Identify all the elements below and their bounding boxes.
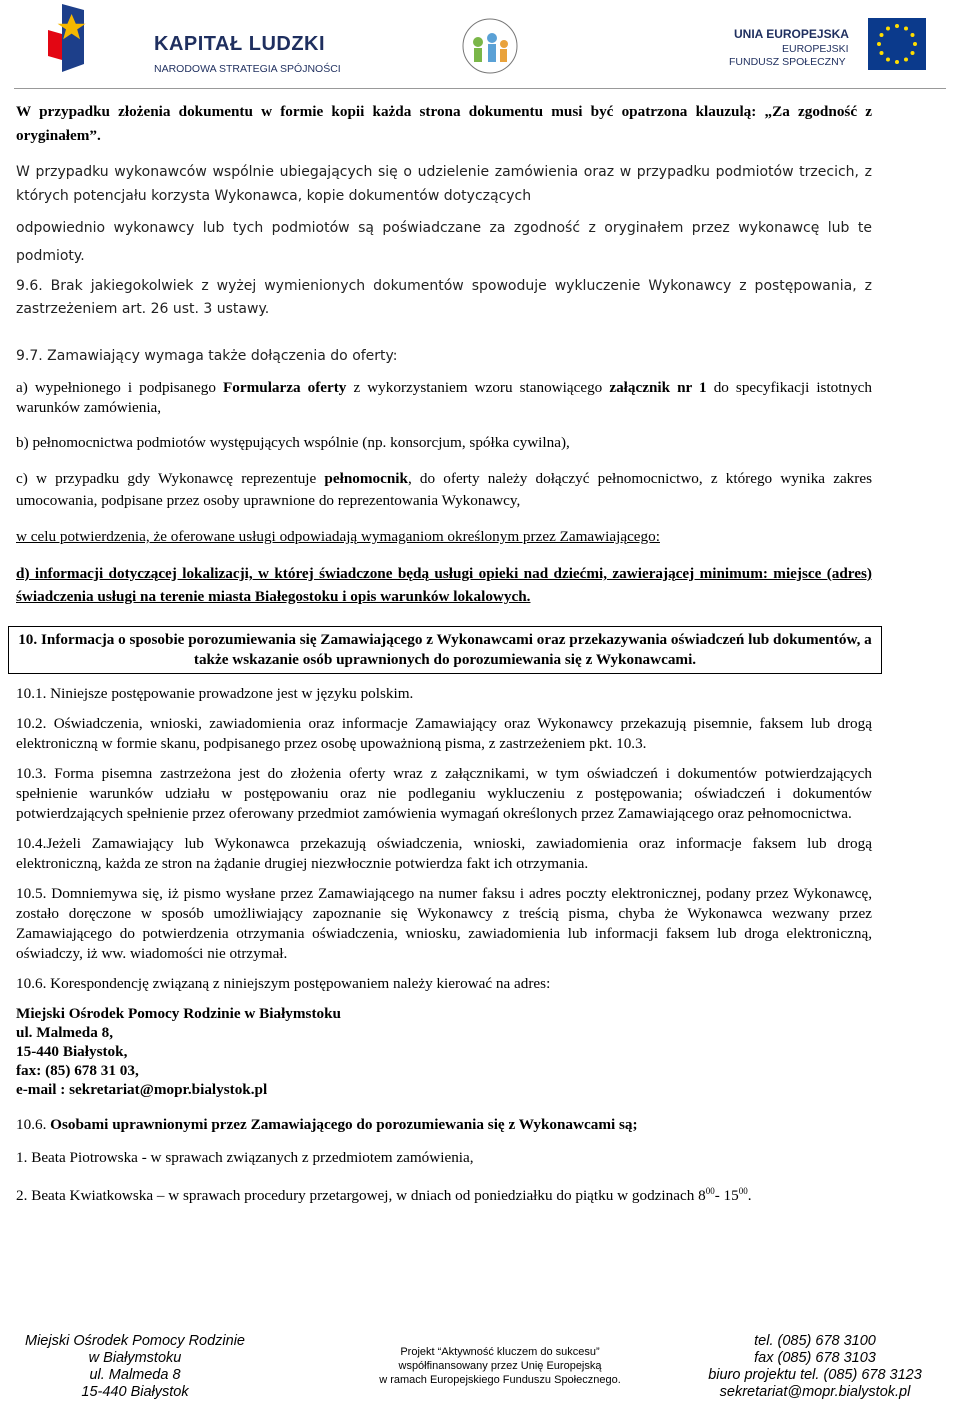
person-2-sup-2: 00 <box>738 1186 748 1196</box>
paragraph-a-post: do specyfikacji istotnych warunków zamówienia, <box>16 379 873 416</box>
footer-project-phone: biuro projektu tel. (085) 678 3123 <box>708 1367 922 1383</box>
paragraph-w-celu: w celu potwierdzenia, że oferowane usługi odpowiadają wymaganiom określonym przez Zamawiającego: <box>16 528 660 545</box>
footer-email: sekretariat@mopr.bialystok.pl <box>719 1384 911 1400</box>
footer-project <box>360 1345 640 1387</box>
paragraph-a <box>16 378 872 418</box>
paragraph-c-pre: c) w przypadku gdy Wykonawcę reprezentuje <box>16 470 325 487</box>
mops-logo <box>440 14 540 74</box>
address-street: ul. Malmeda 8, <box>16 1024 114 1041</box>
paragraph-10-6-adres: 10.6. Korespondencję związaną z niniejszym postępowaniem należy kierować na adres: <box>16 975 551 992</box>
eu-title: UNIA EUROPEJSKA <box>734 27 849 41</box>
paragraph-wykonawcy-wspolnie: W przypadku wykonawców wspólnie ubiegających się o udzielenie zamówienia oraz w przypadku podmiotów trzecich, z których potencjału korzysta Wykonawca, kopie dokumentów dotyczących <box>16 164 872 204</box>
paragraph-10-5: 10.5. Domniemywa się, iż pismo wysłane przez Zamawiającego na numer faksu i adres poczty elektronicznej, podany przez Wykonawcę, zostało doręczone w sposób umożliwiający zapoznanie się Wykonawcy z treścią pisma, chyba że Wykonawca wezwany przez Zamawiającego do potwierdzenia otrzymania oświadczenia, wniosku, zawiadomienia lub informacji faksem lub droga elektroniczną, oświadczy, iż ww. wiadomości nie otrzymał. <box>16 885 872 962</box>
paragraph-a-zalacznik: załącznik nr 1 <box>609 379 707 396</box>
paragraph-9-7: 9.7. Zamawiający wymaga także dołączenia do oferty: <box>16 348 398 364</box>
paragraph-klauzula: W przypadku złożenia dokumentu w formie kopii każda strona dokumentu musi być opatrzona klauzulą: „Za zgodność z oryginałem”. <box>16 103 872 144</box>
paragraph-a-formularz: Formularza oferty <box>222 379 347 396</box>
kapital-ludzki-emblem-icon <box>44 4 104 72</box>
header-divider <box>14 88 946 89</box>
person-2-sup-1: 00 <box>705 1186 715 1196</box>
paragraph-10-4: 10.4.Jeżeli Zamawiający lub Wykonawca przekazują oświadczenia, wnioski, zawiadomienia oraz informacje faksem lub drogą elektroniczną, każda ze stron na żądanie drugiej niezwłocznie potwierdza fakt ich otrzymania. <box>16 835 872 872</box>
paragraph-9-6: 9.6. Brak jakiegokolwiek z wyżej wymienionych dokumentów spowoduje wykluczenie Wykonawcy z postępowania, z zastrzeżeniem art. 26 ust. 3 ustawy. <box>16 278 872 317</box>
paragraph-b: b) pełnomocnictwa podmiotów występujących wspólnie (np. konsorcjum, spółka cywilna), <box>16 434 570 451</box>
footer-org-name: Miejski Ośrodek Pomocy Rodzinie <box>25 1333 245 1349</box>
footer-address <box>20 1333 250 1401</box>
address-email: e-mail : sekretariat@mopr.bialystok.pl <box>16 1081 268 1098</box>
mops-logo-icon <box>440 14 540 74</box>
person-2 <box>16 1181 872 1206</box>
person-2-text: 2. Beata Kwiatkowska – w sprawach procedury przetargowej, w dniach od poniedziałku do piątku w godzinach 8 <box>16 1187 706 1205</box>
paragraph-c-post: , do oferty należy dołączyć pełnomocnictwo, z którego wynika zakres umocowania, podpisane przez osoby uprawnione do reprezentowania Wykonawcy, <box>16 470 872 509</box>
footer-org-postcode: 15-440 Białystok <box>81 1384 189 1400</box>
paragraph-c <box>16 468 872 512</box>
section-10-heading: 10. Informacja o sposobie porozumiewania się Zamawiającego z Wykonawcami oraz przekazywania oświadczeń lub dokumentów, a także wskazanie osób uprawnionych do porozumiewania się z Wykonawcami. <box>8 626 882 674</box>
paragraph-10-1: 10.1. Niniejsze postępowanie prowadzone jest w języku polskim. <box>16 685 414 702</box>
address-block <box>16 1004 872 1099</box>
person-2-mid: - 15 <box>714 1187 739 1205</box>
footer-org-street: ul. Malmeda 8 <box>89 1367 181 1383</box>
paragraph-10-6-osoby <box>16 1115 872 1135</box>
footer-contact <box>680 1333 950 1401</box>
kapital-ludzki-title: KAPITAŁ LUDZKI <box>154 33 326 55</box>
footer-project-name: Projekt “Aktywność kluczem do sukcesu” <box>400 1346 600 1358</box>
paragraph-d: d) informacji dotyczącej lokalizacji, w której świadczone będą usługi opieki nad dziećmi, zawierającej minimum: miejsce (adres) świadczenia usługi na terenie miasta Białegostoku i opis warunków lokalowych. <box>16 565 872 605</box>
footer-project-cofinance: współfinansowany przez Unię Europejską <box>398 1360 602 1372</box>
page-footer <box>0 1325 960 1403</box>
document-body <box>16 100 872 1206</box>
person-1: 1. Beata Piotrowska - w sprawach związanych z przedmiotem zamówienia, <box>16 1149 474 1166</box>
page-header <box>0 0 960 90</box>
eu-flag-icon <box>868 18 926 70</box>
kapital-ludzki-subtitle: NARODOWA STRATEGIA SPÓJNOŚCI <box>154 63 341 75</box>
address-fax: fax: (85) 678 31 03, <box>16 1062 139 1079</box>
kapital-ludzki-logo <box>44 4 341 75</box>
eu-subtitle-1: EUROPEJSKI <box>782 43 849 55</box>
address-name: Miejski Ośrodek Pomocy Rodzinie w Białymstoku <box>16 1005 341 1022</box>
footer-phone: tel. (085) 678 3100 <box>754 1333 876 1349</box>
footer-fax: fax (085) 678 3103 <box>754 1350 876 1366</box>
person-2-end: . <box>747 1187 752 1205</box>
paragraph-10-3: 10.3. Forma pisemna zastrzeżona jest do złożenia oferty wraz z załącznikami, w tym oświadczeń i dokumentów potwierdzających spełnienie warunków udziału w postępowaniu oraz nie podleganiu wykluczeniu z postępowania; oświadczeń i dokumentów potwierdzających spełnienie przez oferowany przedmiot zamówienia wymagań określonych przez Zamawiającego oraz pełnomocnictwa. <box>16 765 872 822</box>
paragraph-10-6-heading: Osobami uprawnionymi przez Zamawiającego do porozumiewania się z Wykonawcami są; <box>50 1116 638 1133</box>
paragraph-a-mid: z wykorzystaniem wzoru stanowiącego <box>346 379 610 396</box>
address-city: 15-440 Białystok, <box>16 1043 128 1060</box>
paragraph-10-2: 10.2. Oświadczenia, wnioski, zawiadomienia oraz informacje Zamawiający oraz Wykonawcy przekazują pisemnie, faksem lub drogą elektroniczną w formie skanu, podpisanego przez osobę upoważnioną pisma, z zastrzeżeniem pkt. 10.3. <box>16 715 872 752</box>
footer-project-fund: w ramach Europejskiego Funduszu Społecznego. <box>379 1374 621 1386</box>
paragraph-10-6-number: 10.6. <box>16 1116 51 1133</box>
footer-org-city: w Białymstoku <box>88 1350 182 1366</box>
paragraph-odpowiednio: odpowiednio wykonawcy lub tych podmiotów są poświadczane za zgodność z oryginałem przez wykonawcę lub te podmioty. <box>16 220 872 264</box>
paragraph-a-pre: a) wypełnionego i podpisanego <box>16 379 223 396</box>
paragraph-c-pelnomocnik: pełnomocnik <box>324 470 408 487</box>
eu-subtitle-2: FUNDUSZ SPOŁECZNY <box>729 56 846 68</box>
